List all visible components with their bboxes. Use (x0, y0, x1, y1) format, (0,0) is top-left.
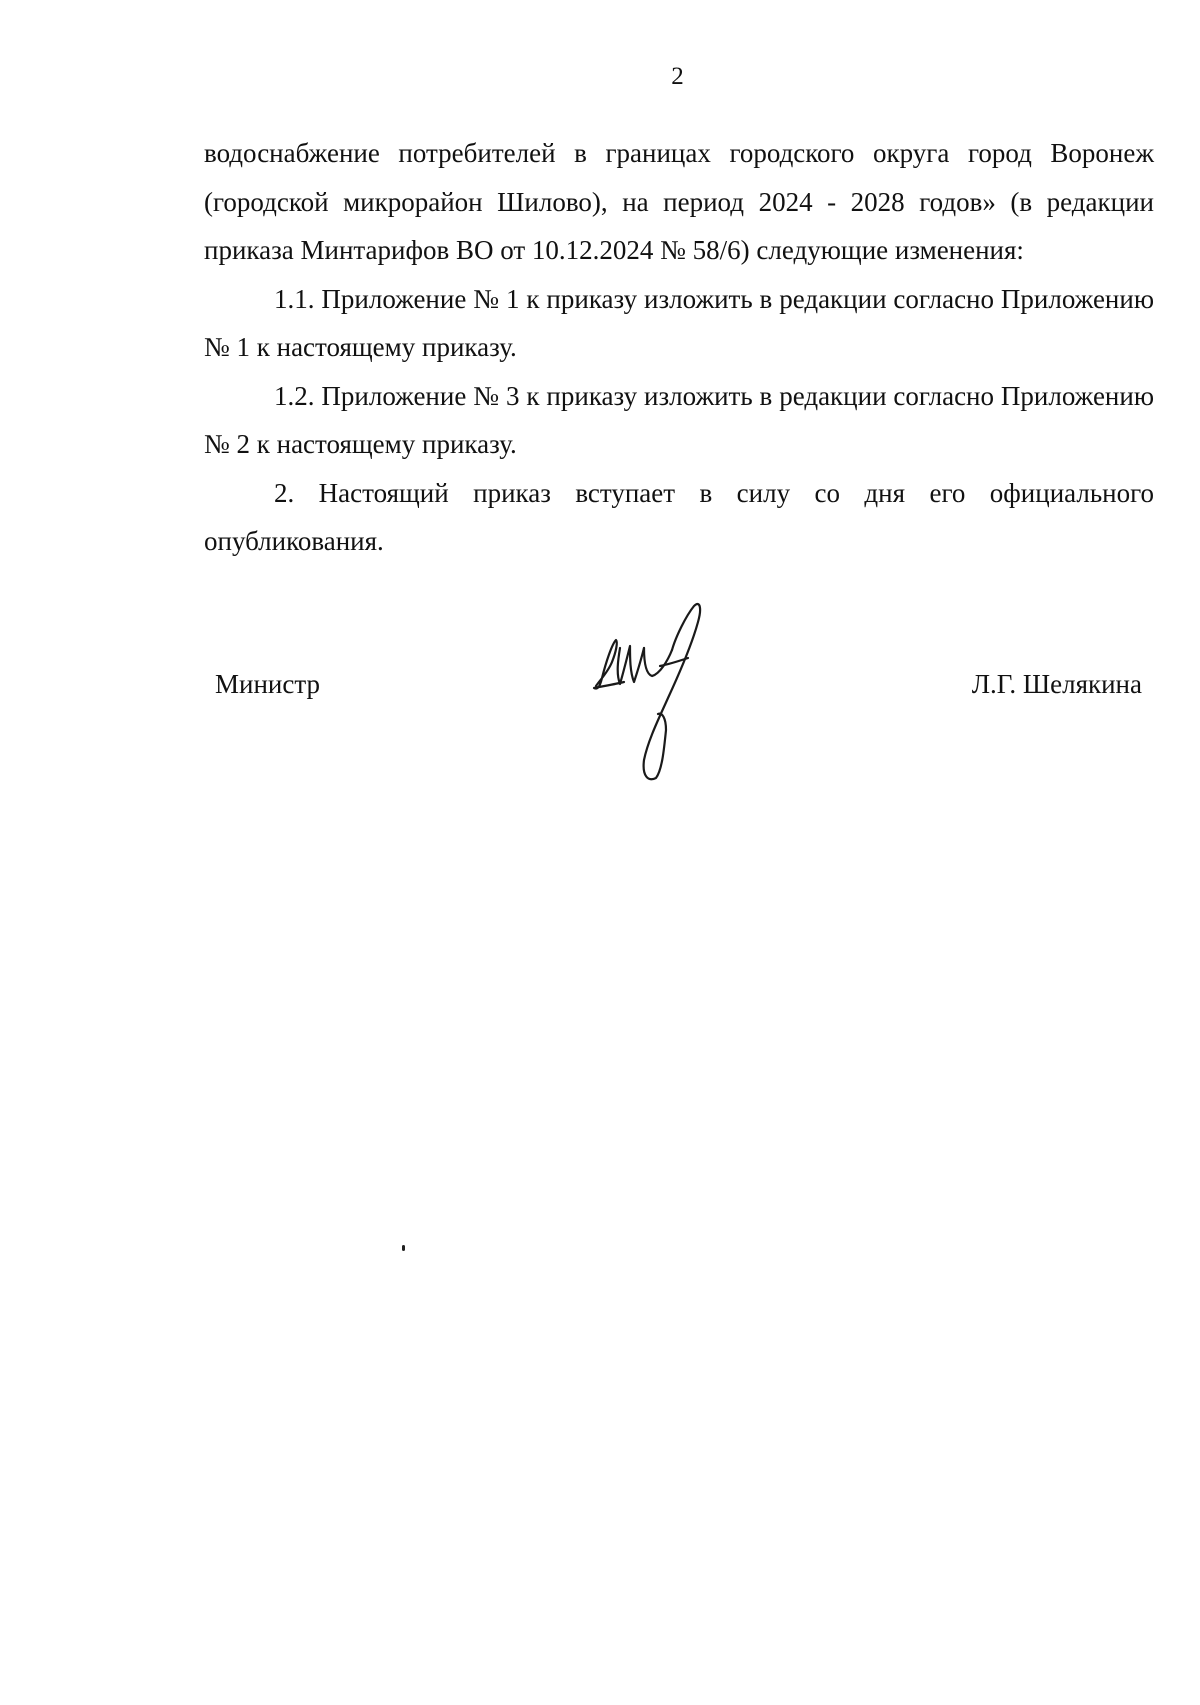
signature-block (0, 600, 1200, 800)
page-number: 2 (671, 63, 684, 90)
paragraph-continuation: водоснабжение потребителей в границах городского округа город Воронеж (городской микрорайон Шилово), на период 2024 - 2028 годов» (в редакции приказа Минтарифов ВО от 10.12.2024 № 58/6) следующие изменения: (204, 138, 1154, 265)
paragraph-item-1-1: 1.1. Приложение № 1 к приказу изложить в редакции согласно Приложению № 1 к настоящему приказу. (204, 283, 1154, 362)
document-body (204, 129, 1154, 566)
handwritten-signature (590, 600, 720, 800)
signer-name: Л.Г. Шелякина (971, 669, 1142, 699)
signer-position: Министр (215, 669, 320, 699)
paragraph-item-2: 2. Настоящий приказ вступает в силу со дня его официального опубликования. (204, 477, 1154, 556)
paragraph-item-1-2: 1.2. Приложение № 3 к приказу изложить в редакции согласно Приложению № 2 к настоящему приказу. (204, 380, 1154, 459)
scan-speck (402, 1245, 405, 1251)
